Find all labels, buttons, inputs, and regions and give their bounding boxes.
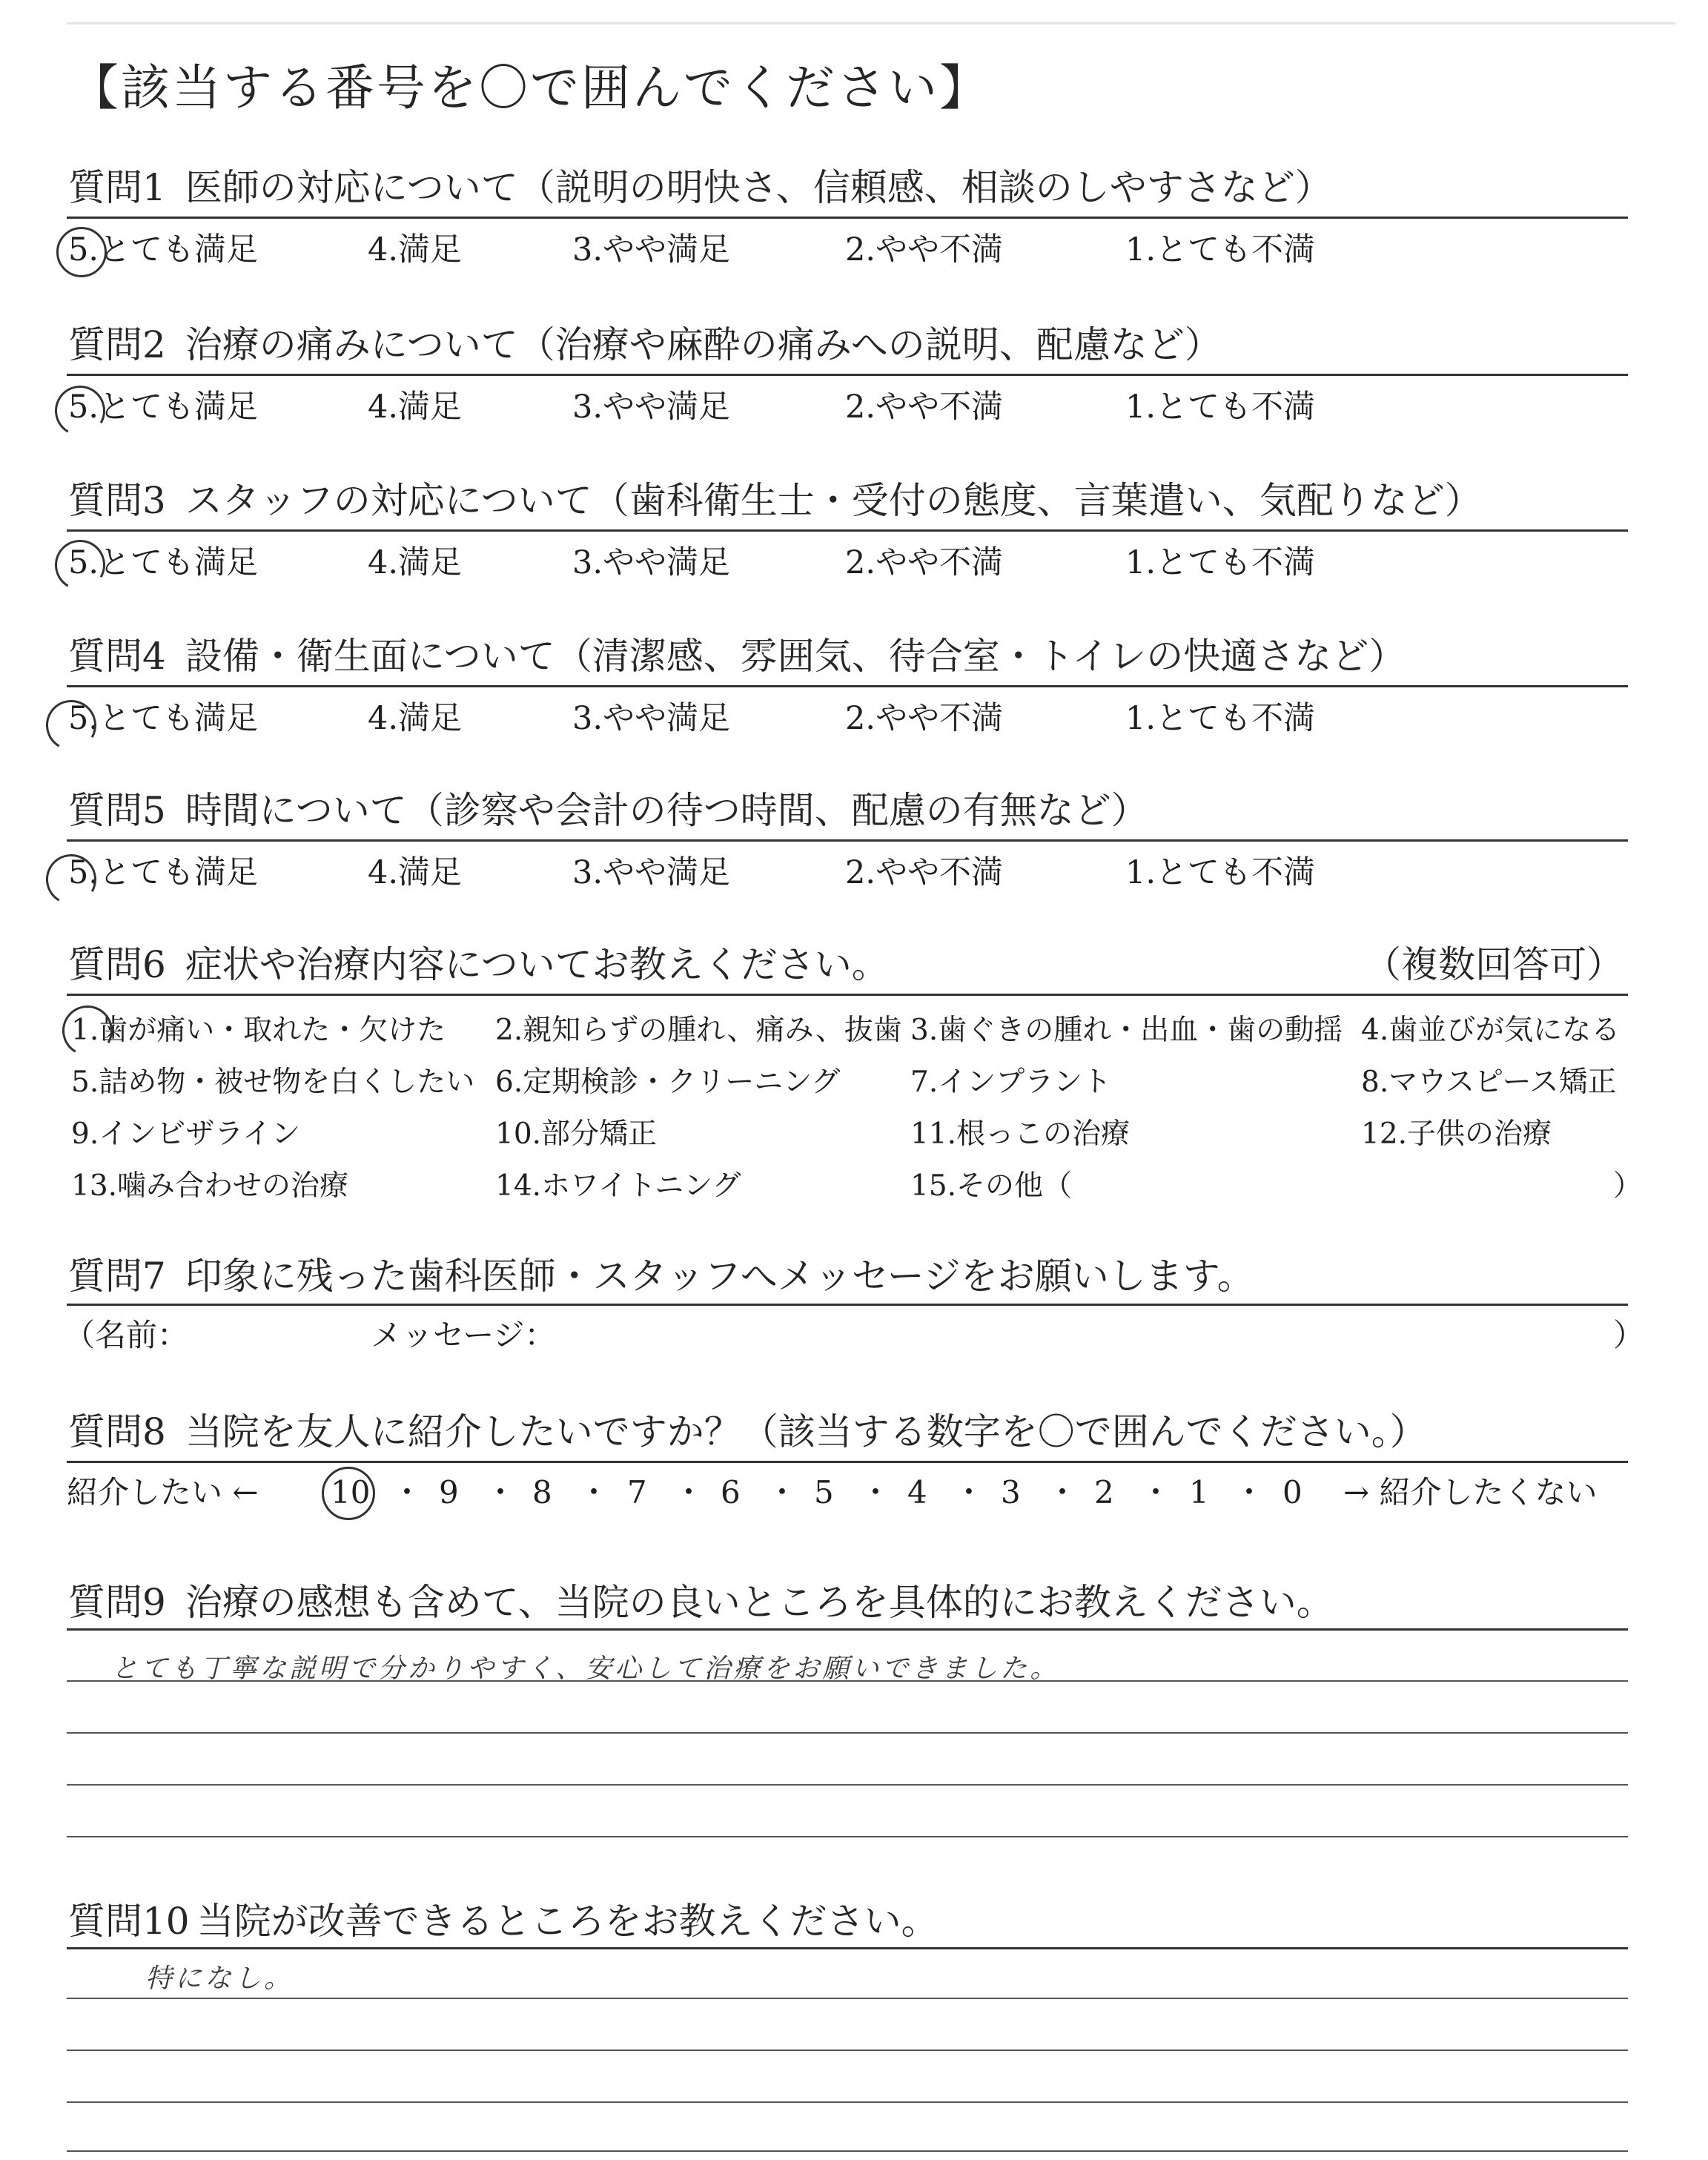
question-1-options bbox=[0, 231, 1708, 279]
question-text: 当院を友人に紹介したいですか？（該当する数字を〇で囲んでください。） bbox=[185, 1410, 1427, 1453]
option-5[interactable]: 5.とても満足 bbox=[68, 231, 259, 268]
name-label: （名前： bbox=[64, 1317, 189, 1353]
answer-line bbox=[67, 1784, 1628, 1786]
option-2[interactable]: 2.やや不満 bbox=[845, 544, 1004, 581]
option-3[interactable]: 3.やや満足 bbox=[572, 700, 731, 737]
page-title: 【該当する番号を〇で囲んでください】 bbox=[70, 59, 990, 116]
question-text: 印象に残った歯科医師・スタッフへメッセージをお願いします。 bbox=[185, 1255, 1254, 1298]
option-2[interactable]: 2.やや不満 bbox=[845, 389, 1004, 426]
question-6-heading bbox=[68, 943, 889, 986]
scale-dot: ・ bbox=[860, 1474, 892, 1510]
option-5[interactable]: 5.とても満足 bbox=[68, 544, 259, 581]
selection-circle bbox=[56, 1000, 118, 1061]
question-text: 症状や治療内容についてお教えください。 bbox=[185, 943, 889, 986]
answer-line bbox=[67, 1680, 1628, 1682]
scale-right-label: → 紹介したくない bbox=[1343, 1474, 1598, 1510]
symptom-item[interactable]: 14.ホワイトニング bbox=[495, 1169, 741, 1203]
option-1[interactable]: 1.とても不満 bbox=[1125, 389, 1316, 426]
scale-value-6[interactable]: 6 bbox=[721, 1474, 741, 1510]
scale-dot: ・ bbox=[391, 1474, 423, 1510]
scale-value-4[interactable]: 4 bbox=[907, 1474, 927, 1510]
question-divider bbox=[67, 1947, 1628, 1949]
option-3[interactable]: 3.やや満足 bbox=[572, 544, 731, 581]
option-1[interactable]: 1.とても不満 bbox=[1125, 700, 1316, 737]
option-4[interactable]: 4.満足 bbox=[368, 854, 463, 891]
option-1[interactable]: 1.とても不満 bbox=[1125, 544, 1316, 581]
question-text: スタッフの対応について（歯科衛生士・受付の態度、言葉遣い、気配りなど） bbox=[185, 479, 1482, 522]
symptom-item[interactable]: 1.歯が痛い・取れた・欠けた bbox=[71, 1014, 446, 1047]
answer-line bbox=[67, 2101, 1628, 2103]
symptom-item[interactable]: 10.部分矯正 bbox=[495, 1117, 658, 1151]
selection-circle bbox=[56, 227, 107, 277]
selection-circle bbox=[49, 534, 110, 595]
question-divider bbox=[67, 217, 1628, 219]
question-2-options bbox=[0, 389, 1708, 436]
scale-value-7[interactable]: 7 bbox=[627, 1474, 647, 1510]
close-paren: ） bbox=[1613, 1169, 1643, 1203]
scale-left-label: 紹介したい ← bbox=[67, 1474, 259, 1510]
question-divider bbox=[67, 839, 1628, 842]
question-1-heading bbox=[68, 166, 1332, 209]
question-divider bbox=[67, 1628, 1628, 1631]
selection-circle bbox=[322, 1467, 375, 1520]
question-divider bbox=[67, 1304, 1628, 1306]
scale-dot: ・ bbox=[485, 1474, 517, 1510]
question-9-heading bbox=[68, 1581, 1334, 1624]
scale-dot: ・ bbox=[1047, 1474, 1079, 1510]
question-10-heading bbox=[68, 1900, 939, 1943]
symptom-item[interactable]: 7.インプラント bbox=[910, 1066, 1112, 1099]
question-number: 質問2 bbox=[68, 323, 166, 366]
option-2[interactable]: 2.やや不満 bbox=[845, 700, 1004, 737]
question-3-options bbox=[0, 544, 1708, 592]
question-divider bbox=[67, 529, 1628, 532]
question-text: 当院が改善できるところをお教えください。 bbox=[196, 1900, 939, 1943]
symptom-item[interactable]: 12.子供の治療 bbox=[1361, 1117, 1552, 1151]
option-1[interactable]: 1.とても不満 bbox=[1125, 854, 1316, 891]
question-text: 時間について（診察や会計の待つ時間、配慮の有無など） bbox=[185, 789, 1148, 832]
symptom-item[interactable]: 6.定期検診・クリーニング bbox=[495, 1066, 841, 1099]
top-border bbox=[67, 22, 1675, 24]
close-paren: ） bbox=[1613, 1317, 1645, 1353]
symptom-item[interactable]: 3.歯ぐきの腫れ・出血・歯の動揺 bbox=[910, 1014, 1343, 1047]
symptom-item[interactable]: 5.詰め物・被せ物を白くしたい bbox=[71, 1066, 475, 1099]
answer-line bbox=[67, 1732, 1628, 1734]
question-text: 設備・衛生面について（清潔感、雰囲気、待合室・トイレの快適さなど） bbox=[185, 635, 1406, 678]
scale-dot: ・ bbox=[578, 1474, 610, 1510]
option-5[interactable]: 5.とても満足 bbox=[68, 854, 259, 891]
symptom-item[interactable]: 13.噛み合わせの治療 bbox=[71, 1169, 349, 1203]
scale-value-9[interactable]: 9 bbox=[439, 1474, 459, 1510]
question-number: 質問4 bbox=[68, 635, 166, 678]
option-5[interactable]: 5.とても満足 bbox=[68, 389, 259, 426]
symptom-item[interactable]: 8.マウスピース矯正 bbox=[1361, 1066, 1617, 1099]
scale-value-10[interactable]: 10 bbox=[331, 1474, 371, 1510]
question-divider bbox=[67, 1461, 1628, 1463]
question-text: 治療の感想も含めて、当院の良いところを具体的にお教えください。 bbox=[185, 1581, 1334, 1624]
scale-dot: ・ bbox=[1234, 1474, 1265, 1510]
option-4[interactable]: 4.満足 bbox=[368, 231, 463, 268]
question-2-heading bbox=[68, 323, 1222, 366]
symptom-item[interactable]: 2.親知らずの腫れ、痛み、抜歯 bbox=[495, 1014, 902, 1047]
option-3[interactable]: 3.やや満足 bbox=[572, 854, 731, 891]
scale-value-5[interactable]: 5 bbox=[814, 1474, 834, 1510]
scale-value-2[interactable]: 2 bbox=[1094, 1474, 1114, 1510]
option-1[interactable]: 1.とても不満 bbox=[1125, 231, 1316, 268]
scale-dot: ・ bbox=[1140, 1474, 1172, 1510]
answer-line bbox=[67, 1836, 1628, 1837]
multi-answer-note: （複数回答可） bbox=[1364, 943, 1623, 986]
question-number: 質問6 bbox=[68, 943, 166, 986]
question-5-options bbox=[0, 854, 1708, 902]
question-8-heading bbox=[68, 1410, 1427, 1453]
option-4[interactable]: 4.満足 bbox=[368, 389, 463, 426]
symptom-item[interactable]: 4.歯並びが気になる bbox=[1361, 1014, 1621, 1047]
scale-dot: ・ bbox=[673, 1474, 705, 1510]
scale-value-3[interactable]: 3 bbox=[1001, 1474, 1021, 1510]
answer-line bbox=[67, 1998, 1628, 1999]
scale-value-1[interactable]: 1 bbox=[1189, 1474, 1209, 1510]
question-4-heading bbox=[68, 635, 1406, 678]
question-7-heading bbox=[68, 1255, 1254, 1298]
answer-line bbox=[67, 2050, 1628, 2051]
scale-dot: ・ bbox=[767, 1474, 798, 1510]
option-2[interactable]: 2.やや不満 bbox=[845, 231, 1004, 268]
question-5-heading bbox=[68, 789, 1148, 832]
question-3-heading bbox=[68, 479, 1482, 522]
scale-value-8[interactable]: 8 bbox=[532, 1474, 552, 1510]
handwritten-answer: とても丁寧な説明で分かりやすく、安心して治療をお願いできました。 bbox=[111, 1654, 1060, 1684]
answer-line bbox=[67, 2150, 1628, 2152]
question-4-options bbox=[0, 700, 1708, 747]
question-number: 質問3 bbox=[68, 479, 166, 522]
option-5[interactable]: 5.とても満足 bbox=[68, 700, 259, 737]
question-divider bbox=[67, 994, 1628, 996]
handwritten-answer: 特になし。 bbox=[145, 1964, 294, 1994]
option-2[interactable]: 2.やや不満 bbox=[845, 854, 1004, 891]
question-divider bbox=[67, 685, 1628, 687]
option-4[interactable]: 4.満足 bbox=[368, 700, 463, 737]
symptom-item[interactable]: 11.根っこの治療 bbox=[910, 1117, 1131, 1151]
question-number: 質問10 bbox=[68, 1900, 190, 1943]
question-text: 医師の対応について（説明の明快さ、信頼感、相談のしやすさなど） bbox=[185, 166, 1332, 209]
scale-value-0[interactable]: 0 bbox=[1282, 1474, 1302, 1510]
question-text: 治療の痛みについて（治療や麻酔の痛みへの説明、配慮など） bbox=[185, 323, 1222, 366]
symptom-item[interactable]: 15.その他（ bbox=[910, 1169, 1073, 1203]
question-number: 質問8 bbox=[68, 1410, 166, 1453]
question-divider bbox=[67, 374, 1628, 376]
option-3[interactable]: 3.やや満足 bbox=[572, 231, 731, 268]
option-3[interactable]: 3.やや満足 bbox=[572, 389, 731, 426]
question-number: 質問7 bbox=[68, 1255, 166, 1298]
question-number: 質問5 bbox=[68, 789, 166, 832]
question-number: 質問9 bbox=[68, 1581, 166, 1624]
question-number: 質問1 bbox=[68, 166, 166, 209]
option-4[interactable]: 4.満足 bbox=[368, 544, 463, 581]
scale-dot: ・ bbox=[953, 1474, 985, 1510]
symptom-item[interactable]: 9.インビザライン bbox=[71, 1117, 301, 1151]
message-label: メッセージ： bbox=[371, 1317, 556, 1353]
